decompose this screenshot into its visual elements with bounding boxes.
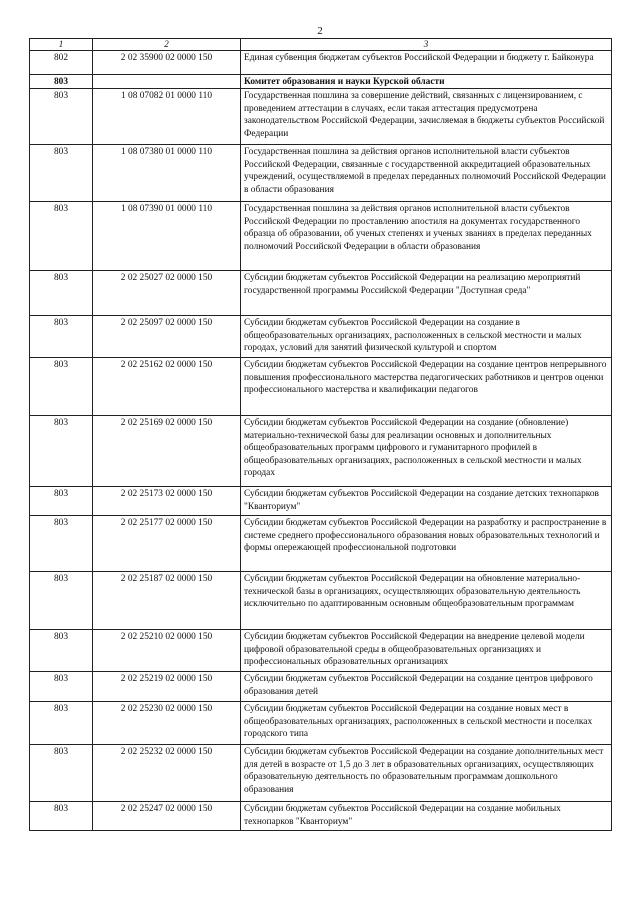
- admin-code-cell: 803: [30, 572, 93, 630]
- admin-code-cell: 803: [30, 89, 93, 145]
- table-row: [30, 416, 612, 487]
- table-row: [30, 51, 612, 75]
- admin-code-cell: 803: [30, 672, 93, 702]
- description-cell: Субсидии бюджетам субъектов Российской Федерации на создание детских технопарков "Кванториум": [241, 487, 612, 516]
- description-cell: Субсидии бюджетам субъектов Российской Федерации на создание дополнительных мест для детей в возрасте от 1,5 до 3 лет в образовательных организациях, осуществляющих образовательную деятельность по образовательным программам дошкольного образования: [241, 745, 612, 802]
- kbk-code-cell: 1 08 07380 01 0000 110: [93, 145, 241, 202]
- description-cell: Субсидии бюджетам субъектов Российской Федерации на создание центров цифрового образования детей: [241, 672, 612, 702]
- admin-code-cell: 803: [30, 630, 93, 672]
- description-cell: Субсидии бюджетам субъектов Российской Федерации на внедрение целевой модели цифровой образовательной среды в общеобразовательных организациях и профессиональных образовательных организациях: [241, 630, 612, 672]
- table-row: [30, 702, 612, 745]
- table-row: [30, 89, 612, 145]
- description-cell: Субсидии бюджетам субъектов Российской Федерации на создание новых мест в общеобразовательных организациях, расположенных в сельской местности и поселках городского типа: [241, 702, 612, 745]
- table-row: [30, 358, 612, 416]
- description-cell: Субсидии бюджетам субъектов Российской Федерации на реализацию мероприятий государственной программы Российской Федерации "Доступная среда": [241, 271, 612, 316]
- admin-code-cell: 803: [30, 702, 93, 745]
- description-cell: Субсидии бюджетам субъектов Российской Федерации на создание центров непрерывного повышения профессионального мастерства педагогических работников и центров оценки профессионального мастерства и квалификации педагогов: [241, 358, 612, 416]
- kbk-code-cell: 2 02 25230 02 0000 150: [93, 702, 241, 745]
- kbk-code-cell: 2 02 25169 02 0000 150: [93, 416, 241, 487]
- header-col-1: 1: [30, 39, 93, 51]
- kbk-code-cell: 2 02 25162 02 0000 150: [93, 358, 241, 416]
- table-row: [30, 745, 612, 802]
- kbk-code-cell: 2 02 25247 02 0000 150: [93, 802, 241, 831]
- kbk-code-cell: 1 08 07390 01 0000 110: [93, 202, 241, 271]
- table-row: [30, 802, 612, 831]
- kbk-code-cell: 2 02 25187 02 0000 150: [93, 572, 241, 630]
- admin-code-cell: 802: [30, 51, 93, 75]
- description-cell: Субсидии бюджетам субъектов Российской Федерации на создание в общеобразовательных организациях, расположенных в сельской местности и малых городах, условий для занятий физической культурой и спортом: [241, 316, 612, 358]
- description-cell: Субсидии бюджетам субъектов Российской Федерации на разработку и распространение в системе среднего профессионального образования новых образовательных технологий и формы опережающей профессиональной подготовки: [241, 516, 612, 572]
- table-row: [30, 271, 612, 316]
- description-cell: Государственная пошлина за совершение действий, связанных с лицензированием, с проведением аттестации в случаях, если такая аттестация предусмотрена законодательством Российской Федерации, зачисляемая в бюджеты субъектов Российской Федерации: [241, 89, 612, 145]
- description-cell: Государственная пошлина за действия органов исполнительной власти субъектов Российской Федерации по проставлению апостиля на документах государственного образца об образовании, об ученых степенях и ученых званиях в пределах переданных полномочий Российской Федерации в области образования: [241, 202, 612, 271]
- admin-code-cell: 803: [30, 316, 93, 358]
- admin-code-cell: 803: [30, 202, 93, 271]
- section-header-row: [30, 75, 612, 89]
- table-row: [30, 145, 612, 202]
- admin-code-cell: 803: [30, 487, 93, 516]
- header-col-2: 2: [93, 39, 241, 51]
- admin-code-cell: 803: [30, 75, 93, 89]
- kbk-code-cell: 2 02 25232 02 0000 150: [93, 745, 241, 802]
- admin-code-cell: 803: [30, 802, 93, 831]
- kbk-code-cell: 1 08 07082 01 0000 110: [93, 89, 241, 145]
- table-row: [30, 630, 612, 672]
- kbk-code-cell: 2 02 25210 02 0000 150: [93, 630, 241, 672]
- table-row: [30, 572, 612, 630]
- kbk-code-cell: 2 02 35900 02 0000 150: [93, 51, 241, 75]
- table-row: [30, 316, 612, 358]
- page-number: 2: [317, 25, 323, 37]
- description-cell: Субсидии бюджетам субъектов Российской Федерации на создание мобильных технопарков "Кванториум": [241, 802, 612, 831]
- description-cell: Субсидии бюджетам субъектов Российской Федерации на обновление материально-технической базы в организациях, осуществляющих образовательную деятельность исключительно по адаптированным основным общеобразовательным программам: [241, 572, 612, 630]
- admin-code-cell: 803: [30, 516, 93, 572]
- budget-codes-table: [29, 38, 612, 831]
- description-cell: Субсидии бюджетам субъектов Российской Федерации на создание (обновление) материально-технической базы для реализации основных и дополнительных общеобразовательных программ цифрового и гуманитарного профилей в общеобразовательных организациях, расположенных в сельской местности и малых городах: [241, 416, 612, 487]
- kbk-code-cell: 2 02 25219 02 0000 150: [93, 672, 241, 702]
- admin-code-cell: 803: [30, 271, 93, 316]
- admin-code-cell: 803: [30, 416, 93, 487]
- section-title-cell: Комитет образования и науки Курской области: [241, 75, 612, 89]
- kbk-code-cell: 2 02 25027 02 0000 150: [93, 271, 241, 316]
- table-row: [30, 672, 612, 702]
- kbk-code-cell: 2 02 25173 02 0000 150: [93, 487, 241, 516]
- admin-code-cell: 803: [30, 745, 93, 802]
- table-row: [30, 202, 612, 271]
- header-col-3: 3: [241, 39, 612, 51]
- table-row: [30, 516, 612, 572]
- admin-code-cell: 803: [30, 145, 93, 202]
- kbk-code-cell: [93, 75, 241, 89]
- description-cell: Единая субвенция бюджетам субъектов Российской Федерации и бюджету г. Байконура: [241, 51, 612, 75]
- kbk-code-cell: 2 02 25097 02 0000 150: [93, 316, 241, 358]
- description-cell: Государственная пошлина за действия органов исполнительной власти субъектов Российской Федерации, связанные с государственной аккредитацией образовательных учреждений, осуществляемой в пределах переданных полномочий Российской Федерации в области образования: [241, 145, 612, 202]
- admin-code-cell: 803: [30, 358, 93, 416]
- kbk-code-cell: 2 02 25177 02 0000 150: [93, 516, 241, 572]
- table-row: [30, 487, 612, 516]
- table-header-row: [30, 39, 612, 51]
